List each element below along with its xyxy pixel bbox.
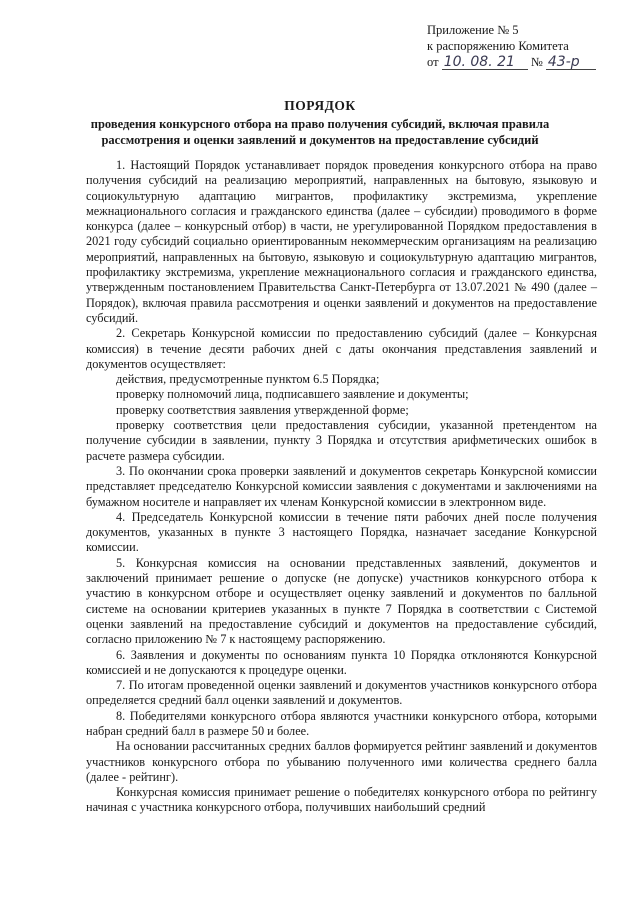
document-title: ПОРЯДОК (284, 98, 356, 113)
appendix-number-sign: № (530, 55, 543, 69)
appendix-title: Приложение № 5 (427, 23, 519, 37)
paragraph-2-item-1: действия, предусмотренные пунктом 6.5 Порядка; (116, 372, 380, 387)
paragraph-2: 2. Секретарь Конкурсной комиссии по предоставлению субсидий (далее – Конкурсная комиссия) в течение десяти рабочих дней с даты окончания представления заявлений и документов осуществляет: (86, 326, 597, 371)
paragraph-8-decision: Конкурсная комиссия принимает решение о победителях конкурсного отбора по рейтингу начиная с участника конкурсного отбора, получивших наибольший средний (86, 785, 597, 815)
paragraph-5: 5. Конкурсная комиссия на основании представленных заявлений, документов и заключений принимает решение о допуске (не допуске) участников конкурсного отбора к участию в конкурсном отборе и осуществляет оценку заявлений и документов по балльной системе на основании критериев указанных в пункте 7 Порядка в соответствии с Системой оценки заявлений на предоставление субсидий и документов на предоставление субсидий, согласно приложению № 7 к настоящему распоряжению. (86, 555, 597, 647)
paragraph-3: 3. По окончании срока проверки заявлений и документов секретарь Конкурсной комиссии представляет председателю Конкурсной комиссии заявления с документами и заключениями на бумажном носителе и направляет их членам Конкурсной комиссии в электронном виде. (86, 463, 597, 509)
appendix-order-line: к распоряжению Комитета (427, 39, 569, 53)
paragraph-7: 7. По итогам проведенной оценки заявлений и документов участников конкурсного отбора определяется средний балл оценки заявлений и документов. (86, 678, 597, 708)
appendix-from-label: от (427, 55, 439, 69)
paragraph-2-item-3: проверку соответствия заявления утвержденной форме; (116, 402, 409, 417)
paragraph-8-rating: На основании рассчитанных средних баллов формируется рейтинг заявлений и документов участников конкурсного отбора по убыванию полученного ими количества среднего балла (далее - рейтинг). (86, 739, 597, 784)
paragraph-2-item-4: проверку соответствия цели предоставления субсидии, указанной претендентом на получение субсидии в заявлении, пункту 3 Порядка и отсутствия арифметических ошибок в расчете размера субсидии. (86, 418, 597, 463)
handwritten-date: 10. 08. 21 (442, 55, 528, 70)
paragraph-4: 4. Председатель Конкурсной комиссии в течение пяти рабочих дней после получения документов, указанных в пункте 3 настоящего Порядка, назначает заседание Конкурсной комиссии. (86, 509, 597, 555)
paragraph-8: 8. Победителями конкурсного отбора являются участники конкурсного отбора, которыми набран средний балл в размере 50 и более. (86, 708, 597, 738)
document-body (86, 158, 597, 816)
paragraph-6: 6. Заявления и документы по основаниям пункта 10 Порядка отклоняются Конкурсной комиссией и не допускаются к процедуре оценки. (86, 647, 597, 677)
paragraph-2-item-2: проверку полномочий лица, подписавшего заявление и документы; (116, 387, 469, 402)
appendix-block (427, 22, 627, 70)
document-subtitle: проведения конкурсного отбора на право получения субсидий, включая правила рассмотрения и оценки заявлений и документов на предоставление субсидий (90, 117, 550, 147)
appendix-date-line (427, 54, 627, 70)
handwritten-number: 43-р (546, 55, 596, 70)
paragraph-1: 1. Настоящий Порядок устанавливает порядок проведения конкурсного отбора на право получения субсидий на реализацию мероприятий, направленных на бытовую, языковую и социокультурную адаптацию мигрантов, профилактику экстремизма, укрепление межнационального согласия и гражданского единства (далее – субсидии) проводимого в форме конкурса (далее – конкурсный отбор) в части, не урегулированной Порядком предоставления в 2021 году субсидий социально ориентированным некоммерческим организациям на реализацию мероприятий, направленных на бытовую, языковую и социокультурную адаптацию мигрантов, профилактику экстремизма, укрепление межнационального согласия и гражданского единства, утвержденным постановлением Правительства Санкт-Петербурга от 13.07.2021 № 490 (далее – Порядок), включая правила рассмотрения и оценки заявлений и документов на предоставление субсидий. (86, 158, 597, 325)
